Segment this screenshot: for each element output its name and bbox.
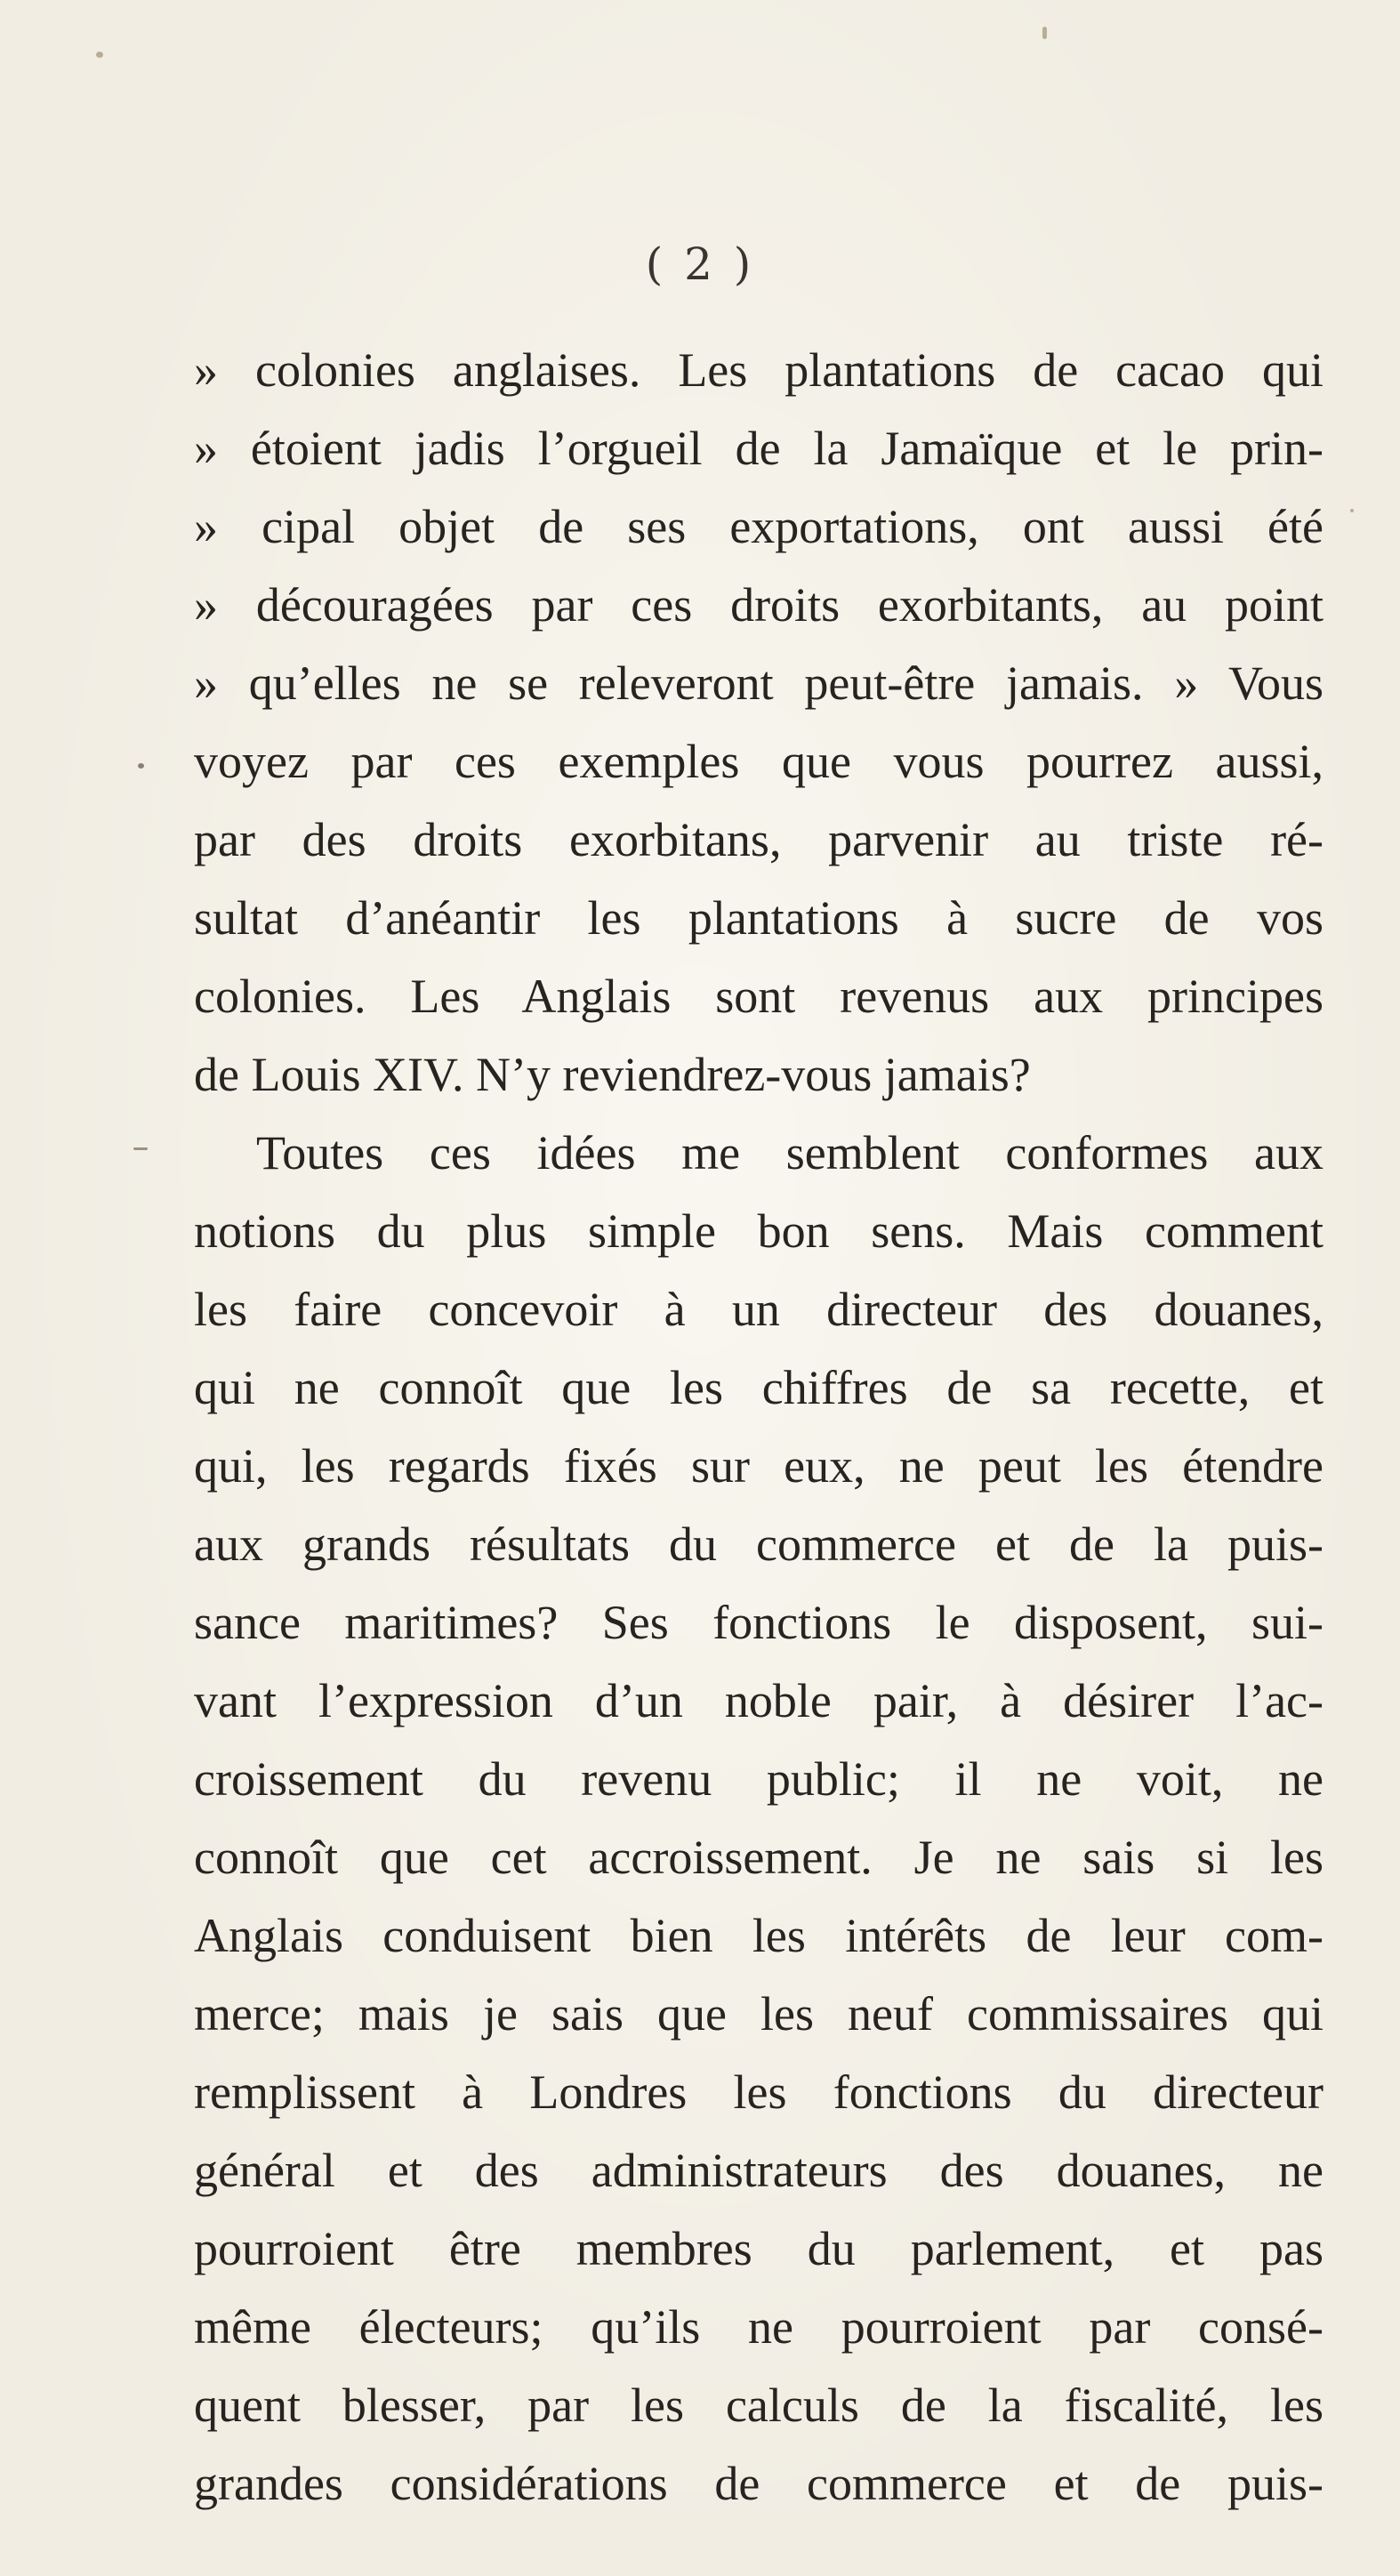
text-line: colonies. Les Anglais sont revenus aux principes (194, 970, 1324, 1023)
text-line: voyez par ces exemples que vous pourrez aussi, (194, 735, 1324, 788)
text-line: notions du plus simple bon sens. Mais comment (194, 1204, 1324, 1258)
text-line: grandes considérations de commerce et de puis- (194, 2457, 1324, 2510)
text-line: vant l’expression d’un noble pair, à désirer l’ac- (194, 1674, 1324, 1727)
text-line: même électeurs; qu’ils ne pourroient par consé- (194, 2300, 1324, 2354)
text-line: aux grands résultats du commerce et de la puis- (194, 1517, 1324, 1571)
text-line: remplissent à Londres les fonctions du directeur (194, 2065, 1324, 2119)
body-text (194, 331, 1324, 2523)
text-line: qui, les regards fixés sur eux, ne peut les étendre (194, 1439, 1324, 1493)
text-line: croissement du revenu public; il ne voit, ne (194, 1752, 1324, 1806)
text-line: » qu’elles ne se releveront peut-être jamais. » Vous (194, 656, 1324, 710)
text-line: général et des administrateurs des douanes, ne (194, 2144, 1324, 2197)
paper-speck (138, 763, 144, 769)
text-line: les faire concevoir à un directeur des douanes, (194, 1283, 1324, 1336)
text-line: qui ne connoît que les chiffres de sa recette, et (194, 1361, 1324, 1414)
text-line: sance maritimes? Ses fonctions le disposent, sui- (194, 1596, 1324, 1649)
text-line: Anglais conduisent bien les intérêts de leur com- (194, 1909, 1324, 1962)
text-line: par des droits exorbitans, parvenir au triste ré- (194, 813, 1324, 866)
paragraph-first-line: Toutes ces idées me semblent conformes aux (256, 1126, 1324, 1179)
paper-speck (1350, 509, 1354, 512)
paper-speck (133, 1147, 148, 1150)
text-line: » étoient jadis l’orgueil de la Jamaïque et le prin- (194, 422, 1324, 475)
text-line: merce; mais je sais que les neuf commissaires qui (194, 1987, 1324, 2041)
page-number: ( 2 ) (645, 238, 755, 290)
text-line: quent blesser, par les calculs de la fiscalité, les (194, 2379, 1324, 2432)
text-line: » découragées par ces droits exorbitants, au point (194, 578, 1324, 632)
text-line: sultat d’anéantir les plantations à sucre de vos (194, 891, 1324, 945)
text-line: » colonies anglaises. Les plantations de cacao qui (194, 343, 1324, 397)
text-line: de Louis XIV. N’y reviendrez-vous jamais? (194, 1048, 1031, 1101)
text-line: connoît que cet accroissement. Je ne sais si les (194, 1831, 1324, 1884)
text-line: » cipal objet de ses exportations, ont aussi été (194, 500, 1324, 553)
text-line: pourroient être membres du parlement, et pas (194, 2222, 1324, 2275)
paper-speck (1042, 27, 1047, 39)
paper-speck (96, 52, 103, 58)
